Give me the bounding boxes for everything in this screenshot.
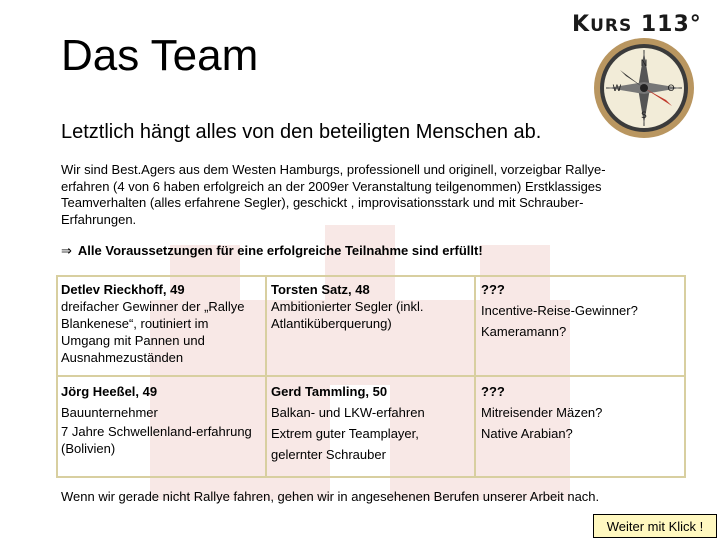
team-member-cell: Detlev Rieckhoff, 49 dreifacher Gewinner der „Rallye Blankenese“, routiniert im Umgang mit Pannen und Ausnahmezuständen <box>61 282 245 365</box>
footer-text: Wenn wir gerade nicht Rallye fahren, gehen wir in angesehenen Berufen unserer Arbeit nach. <box>61 489 600 504</box>
team-member-cell: Jörg Heeßel, 49 Bauunternehmer 7 Jahre Schwellenland-erfahrung (Bolivien) <box>61 384 252 456</box>
arrow-icon: ⇒ <box>61 243 72 258</box>
svg-text:S: S <box>641 111 647 121</box>
conclusion-text: ⇒ Alle Voraussetzungen für eine erfolgreiche Teilnahme sind erfüllt! <box>61 243 483 258</box>
intro-text: Wir sind Best.Agers aus dem Westen Hamburgs, professionell und originell, vorzeigbar Rallye-erfahren (4 von 6 haben erfolgreich an der 2009er Veranstaltung teilgenommen) Erstklassiges Teamverhalten (alles erfahrene Segler), geschickt , improvisationsstark und mit Schrauber-Erfahrungen. <box>61 162 606 227</box>
svg-text:W: W <box>612 84 622 94</box>
slide-subtitle: Letztlich hängt alles von den beteiligten Menschen ab. <box>61 121 542 143</box>
svg-text:O: O <box>667 84 675 94</box>
team-table <box>56 275 686 478</box>
team-member-cell: ??? Incentive-Reise-Gewinner? Kameramann? <box>481 282 638 339</box>
svg-text:N: N <box>640 59 648 69</box>
next-slide-button[interactable]: Weiter mit Klick ! <box>593 514 717 538</box>
team-member-cell: Torsten Satz, 48 Ambitionierter Segler (inkl. Atlantiküberquerung) <box>271 282 424 331</box>
slide-title: Das Team <box>61 31 259 80</box>
team-member-cell: ??? Mitreisender Mäzen? Native Arabian? <box>481 384 603 441</box>
logo-text: KURS 113° <box>572 12 702 37</box>
team-member-cell: Gerd Tammling, 50 Balkan- und LKW-erfahren Extrem guter Teamplayer, gelernter Schrauber <box>271 384 425 462</box>
compass-icon <box>592 36 696 140</box>
